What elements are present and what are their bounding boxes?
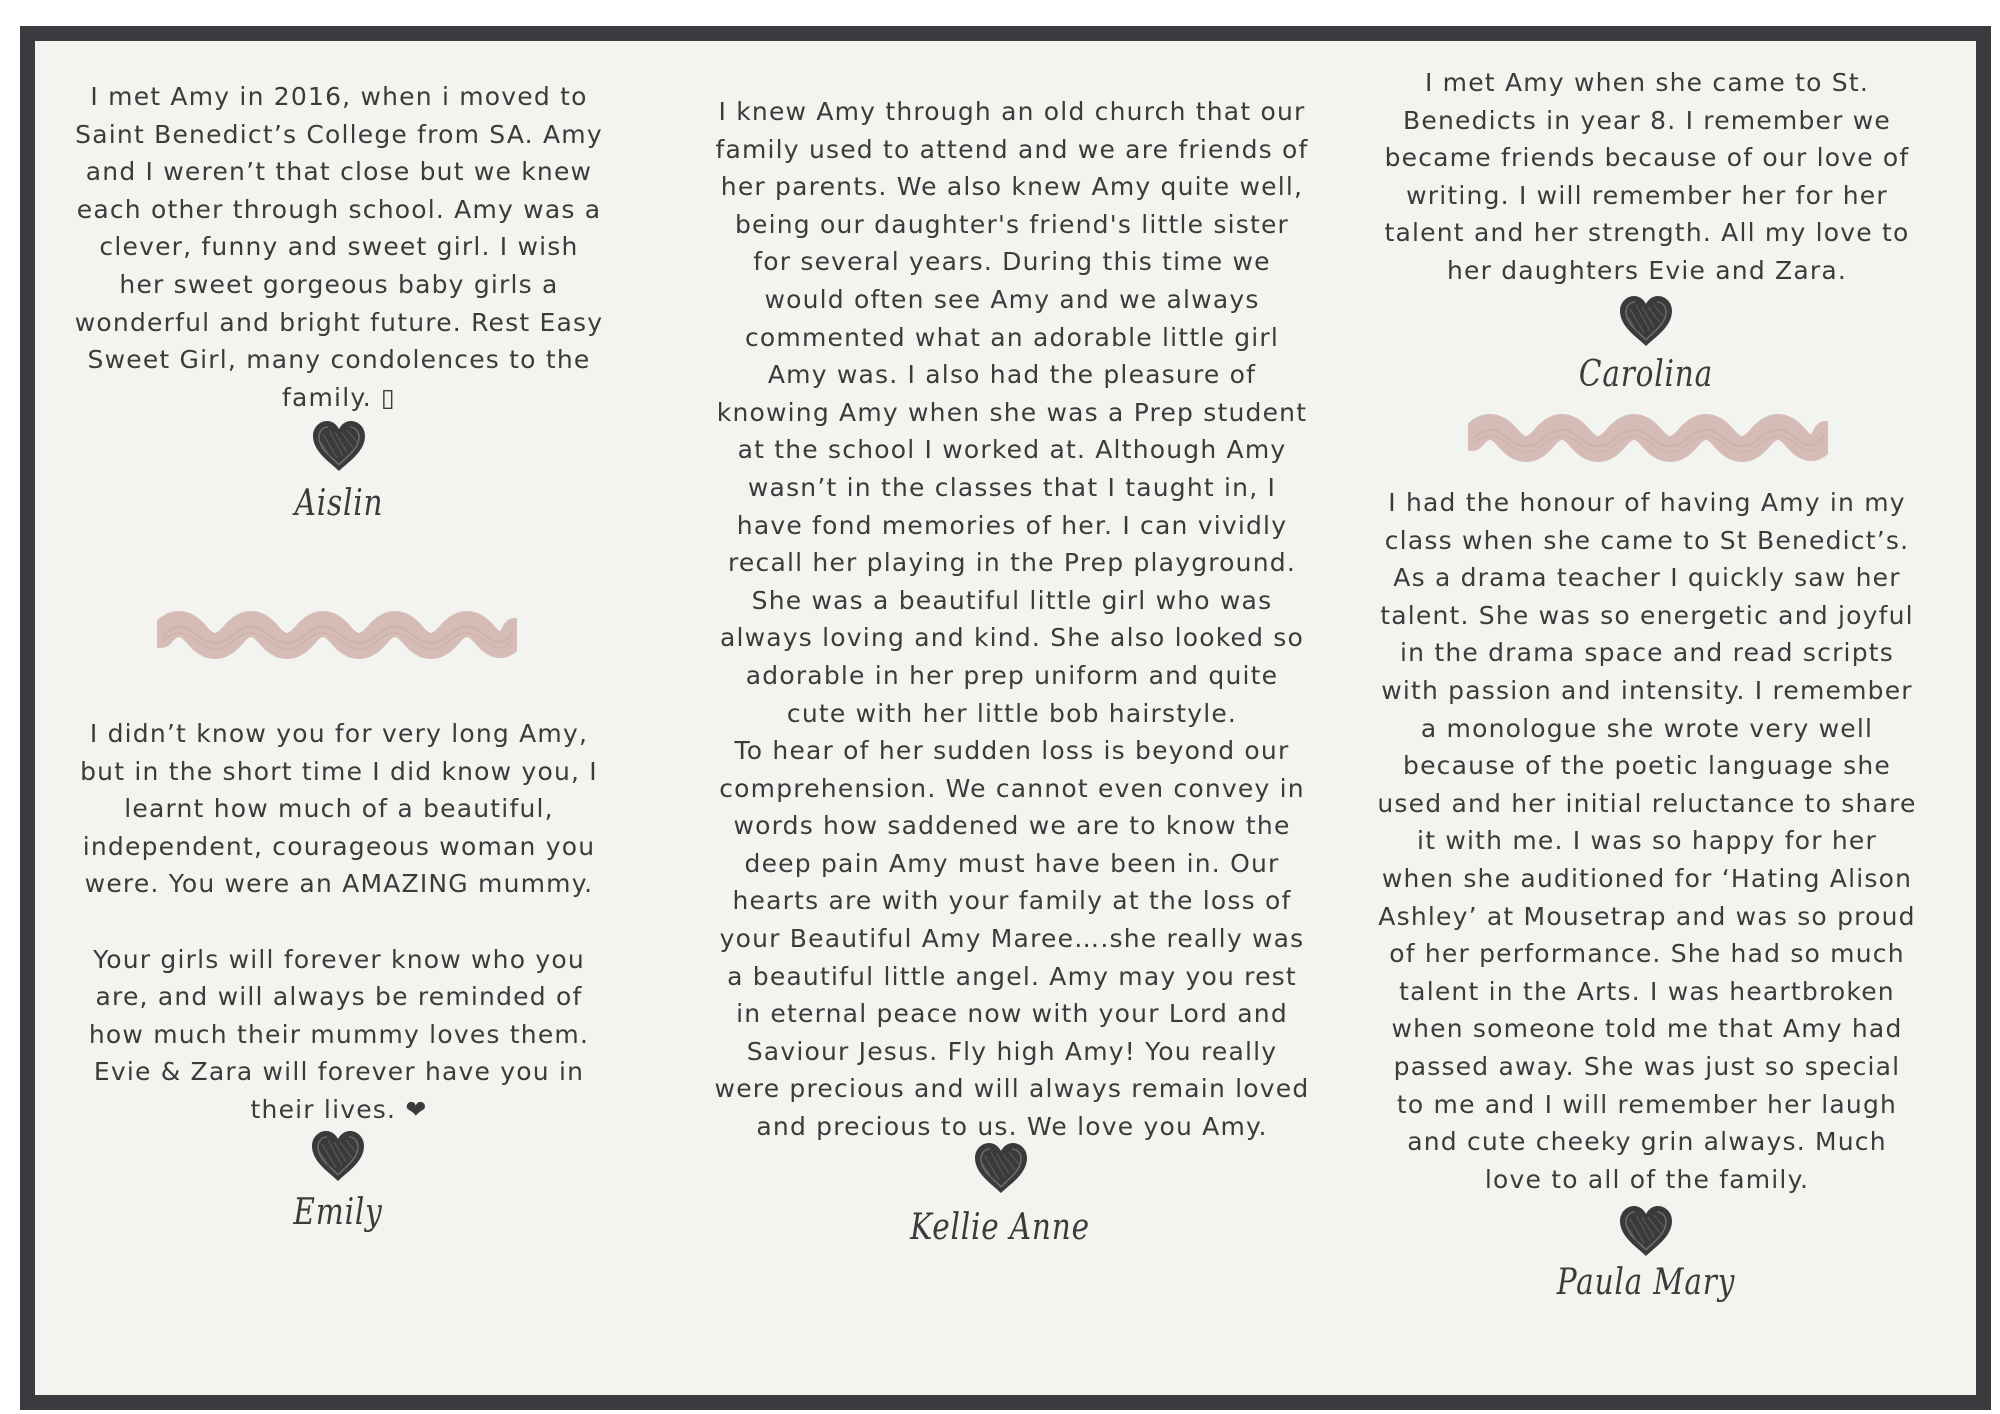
- heart-icon: [971, 1140, 1031, 1196]
- heart-icon: [1616, 293, 1676, 349]
- tribute-text: I didn’t know you for very long Amy, but in the short time I did know you, I learnt how much of a beautiful, independent, courageous woman you were. You were an AMAZING mummy.: [80, 719, 598, 899]
- left-tribute-aislin: [74, 78, 604, 416]
- signature-emily: Emily: [293, 1192, 383, 1233]
- signature-carolina: Carolina: [1578, 354, 1714, 395]
- signature-paula-mary: Paula Mary: [1556, 1262, 1736, 1303]
- left-tribute-emily: [68, 715, 610, 1129]
- right-tribute-carolina: [1380, 64, 1914, 290]
- middle-tribute-kellie-anne: [712, 93, 1312, 1146]
- tribute-text: I knew Amy through an old church that our family used to attend and we are friends of her parents. We also knew Amy quite well, being our daughter's friend's little sister for several years. During this time we would often see Amy and we always commented what an adorable little girl Amy was. I also had the pleasure of knowing Amy when she was a Prep student at the school I worked at. Although Amy wasn’t in the classes that I taught in, I have fond memories of her. I can vividly recall her playing in the Prep playground. She was a beautiful little girl who was always loving and kind. She also looked so adorable in her prep uniform and quite cute with her little bob hairstyle.: [715, 97, 1309, 728]
- right-tribute-paula-mary: [1377, 484, 1917, 1198]
- signature-aislin: Aislin: [294, 483, 384, 524]
- heart-icon: [308, 1128, 368, 1184]
- tribute-text: I had the honour of having Amy in my class when she came to St Benedict’s. As a drama teacher I quickly saw her talent. She was so energetic and joyful in the drama space and read scripts with passion and intensity. I remember a monologue she wrote very well because of the poetic language she used and her initial reluctance to share it with me. I was so happy for her when she auditioned for ‘Hating Alison Ashley’ at Mousetrap and was so proud of her performance. She had so much talent in the Arts. I was heartbroken when someone told me that Amy had passed away. She was just so special to me and I will remember her laugh and cute cheeky grin always. Much love to all of the family.: [1377, 488, 1917, 1194]
- wavy-divider: [1468, 410, 1828, 466]
- heart-icon: [1616, 1203, 1676, 1259]
- tribute-text: I met Amy when she came to St. Benedicts in year 8. I remember we became friends because of our love of writing. I will remember her for her talent and her strength. All my love to her daughters Evie and Zara.: [1384, 68, 1910, 285]
- tribute-text: I met Amy in 2016, when i moved to Saint Benedict’s College from SA. Amy and I weren’t that close but we knew each other through school. Amy was a clever, funny and sweet girl. I wish her sweet gorgeous baby girls a wonderful and bright future. Rest Easy Sweet Girl, many condolences to the family. ▯: [74, 82, 604, 412]
- signature-kellie-anne: Kellie Anne: [910, 1207, 1090, 1248]
- tribute-text: To hear of her sudden loss is beyond our comprehension. We cannot even convey in words how saddened we are to know the deep pain Amy must have been in. Our hearts are with your family at the loss of your Beautiful Amy Maree….she really was a beautiful little angel. Amy may you rest in eternal peace now with your Lord and Saviour Jesus. Fly high Amy! You really were precious and will always remain loved and precious to us. We love you Amy.: [714, 736, 1310, 1142]
- wavy-divider: [157, 607, 517, 663]
- heart-icon: [309, 418, 369, 474]
- tribute-text: Your girls will forever know who you are, and will always be reminded of how much their mummy loves them. Evie & Zara will forever have you in their lives. ❤: [88, 944, 590, 1124]
